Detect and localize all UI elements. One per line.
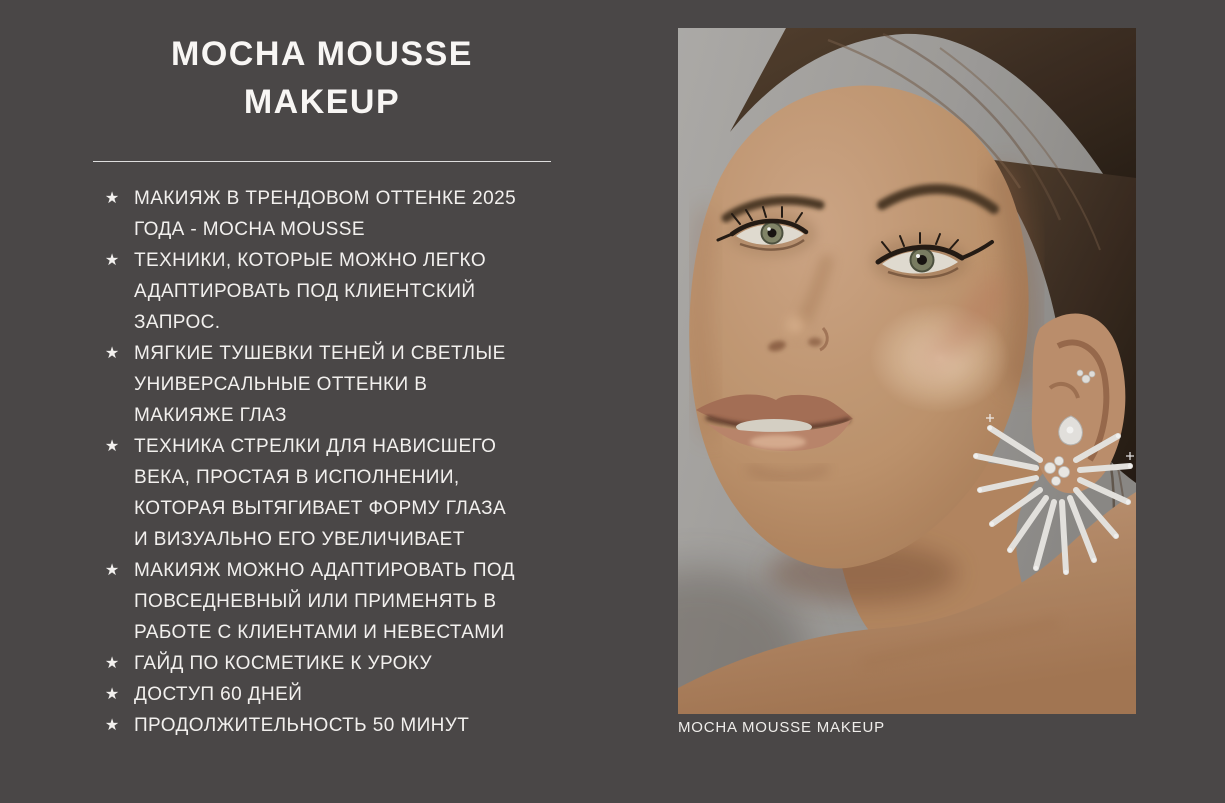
list-item [101,648,533,679]
list-item-text: ГАЙД ПО КОСМЕТИКЕ К УРОКУ [134,653,432,674]
star-icon: ★ [104,252,120,269]
list-item [101,183,533,245]
star-icon: ★ [104,717,120,734]
portrait-photo [678,28,1136,714]
list-item-text: МЯГКИЕ ТУШЕВКИ ТЕНЕЙ И СВЕТЛЫЕ УНИВЕРСАЛЬНЫЕ ОТТЕНКИ В МАКИЯЖЕ ГЛАЗ [134,343,506,426]
star-icon: ★ [104,438,120,455]
list-item [101,338,533,431]
list-item-text: ТЕХНИКИ, КОТОРЫЕ МОЖНО ЛЕГКО АДАПТИРОВАТЬ ПОД КЛИЕНТСКИЙ ЗАПРОС. [134,250,486,333]
divider-line [93,161,551,162]
list-item [101,679,533,710]
photo-figure [678,28,1136,736]
list-item [101,710,533,741]
star-icon: ★ [104,345,120,362]
star-icon: ★ [104,190,120,207]
list-item-text: ДОСТУП 60 ДНЕЙ [134,684,303,705]
star-icon: ★ [104,655,120,672]
star-icon: ★ [104,562,120,579]
list-item-text: ТЕХНИКА СТРЕЛКИ ДЛЯ НАВИСШЕГО ВЕКА, ПРОСТАЯ В ИСПОЛНЕНИИ, КОТОРАЯ ВЫТЯГИВАЕТ ФОРМУ ГЛАЗА И ВИЗУАЛЬНО ЕГО УВЕЛИЧИВАЕТ [134,436,507,550]
feature-list [101,183,533,741]
list-item-text: МАКИЯЖ В ТРЕНДОВОМ ОТТЕНКЕ 2025 ГОДА - MOCHA MOUSSE [134,188,517,240]
course-info-panel [93,30,551,741]
list-item [101,555,533,648]
star-icon: ★ [104,686,120,703]
list-item [101,245,533,338]
list-item-text: ПРОДОЛЖИТЕЛЬНОСТЬ 50 МИНУТ [134,715,470,736]
page-title: MOCHA MOUSSE MAKEUP [171,35,473,121]
list-item [101,431,533,555]
list-item-text: МАКИЯЖ МОЖНО АДАПТИРОВАТЬ ПОД ПОВСЕДНЕВНЫЙ ИЛИ ПРИМЕНЯТЬ В РАБОТЕ С КЛИЕНТАМИ И НЕВЕСТАМИ [134,560,515,643]
photo-caption: MOCHA MOUSSE MAKEUP [678,719,885,736]
